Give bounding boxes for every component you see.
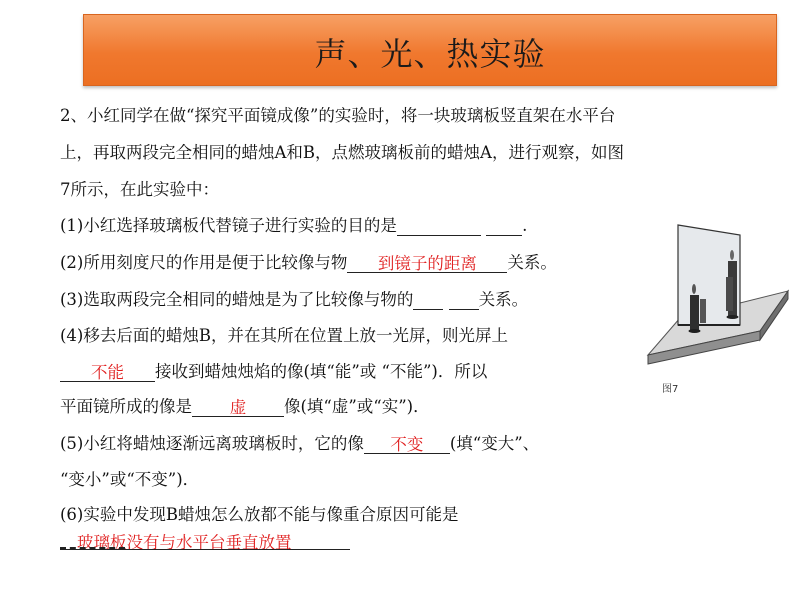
question-3: [60, 290, 528, 310]
question-5-line-1: [60, 434, 539, 454]
question-2: [60, 253, 557, 273]
answer-4: 不能: [60, 363, 155, 382]
question-intro-line-3: 7所示，在此实验中：: [60, 180, 219, 199]
title-banner: [83, 14, 777, 86]
question-4-text-3: 平面镜所成的像是: [60, 397, 192, 416]
question-intro-line-2: 上，再取两段完全相同的蜡烛A和B，点燃玻璃板前的蜡烛A，进行观察，如图: [60, 143, 624, 162]
answer-5: 不变: [364, 435, 450, 454]
question-1-end: .: [522, 216, 528, 235]
question-4-line-3: [60, 397, 430, 417]
question-4-line-2: [60, 362, 487, 382]
answer-6-dashed-underline: [60, 547, 125, 549]
experiment-figure: [640, 213, 790, 398]
answer-blank-1b: [486, 217, 522, 236]
glass-plate-candle-illustration: [640, 213, 790, 398]
question-5-text-2: (填“变大”、: [449, 434, 540, 453]
question-6-line-1: (6)实验中发现B蜡烛怎么放都不能与像重合原因可能是: [60, 505, 459, 524]
answer-blank-3b: [449, 291, 479, 310]
question-3-text: (3)选取两段完全相同的蜡烛是为了比较像与物的: [60, 290, 414, 309]
answer-6-underline: [60, 549, 350, 550]
page-title: 声、光、热实验: [314, 35, 546, 73]
question-5-line-2: “变小”或“不变”)．: [60, 470, 200, 489]
question-4-end: 像(填“虚”或“实”)．: [284, 397, 430, 416]
answer-blank-3a: [413, 291, 443, 310]
question-4-text-2: 接收到蜡烛烛焰的像(填“能”或 “不能”)．所以: [155, 362, 488, 381]
answer-2: 到镜子的距离: [347, 254, 507, 273]
answer-4b: 虚: [192, 398, 284, 417]
question-1: [60, 216, 527, 236]
answer-blank-1a: [397, 217, 481, 236]
answer-6: 玻璃板没有与水平台垂直放置: [77, 533, 292, 552]
question-2-end: 关系。: [507, 253, 557, 272]
question-1-text: (1)小红选择玻璃板代替镜子进行实验的目的是: [60, 216, 397, 235]
question-2-text: (2)所用刻度尺的作用是便于比较像与物: [60, 253, 348, 272]
figure-caption: 图7: [662, 384, 679, 395]
question-5-text: (5)小红将蜡烛逐渐远离玻璃板时，它的像: [60, 434, 364, 453]
question-3-end: 关系。: [478, 290, 529, 309]
question-intro-line-1: 2、小红同学在做“探究平面镜成像”的实验时，将一块玻璃板竖直架在水平台: [60, 106, 616, 125]
question-4-line-1: (4)移去后面的蜡烛B，并在其所在位置上放一光屏，则光屏上: [60, 326, 508, 345]
